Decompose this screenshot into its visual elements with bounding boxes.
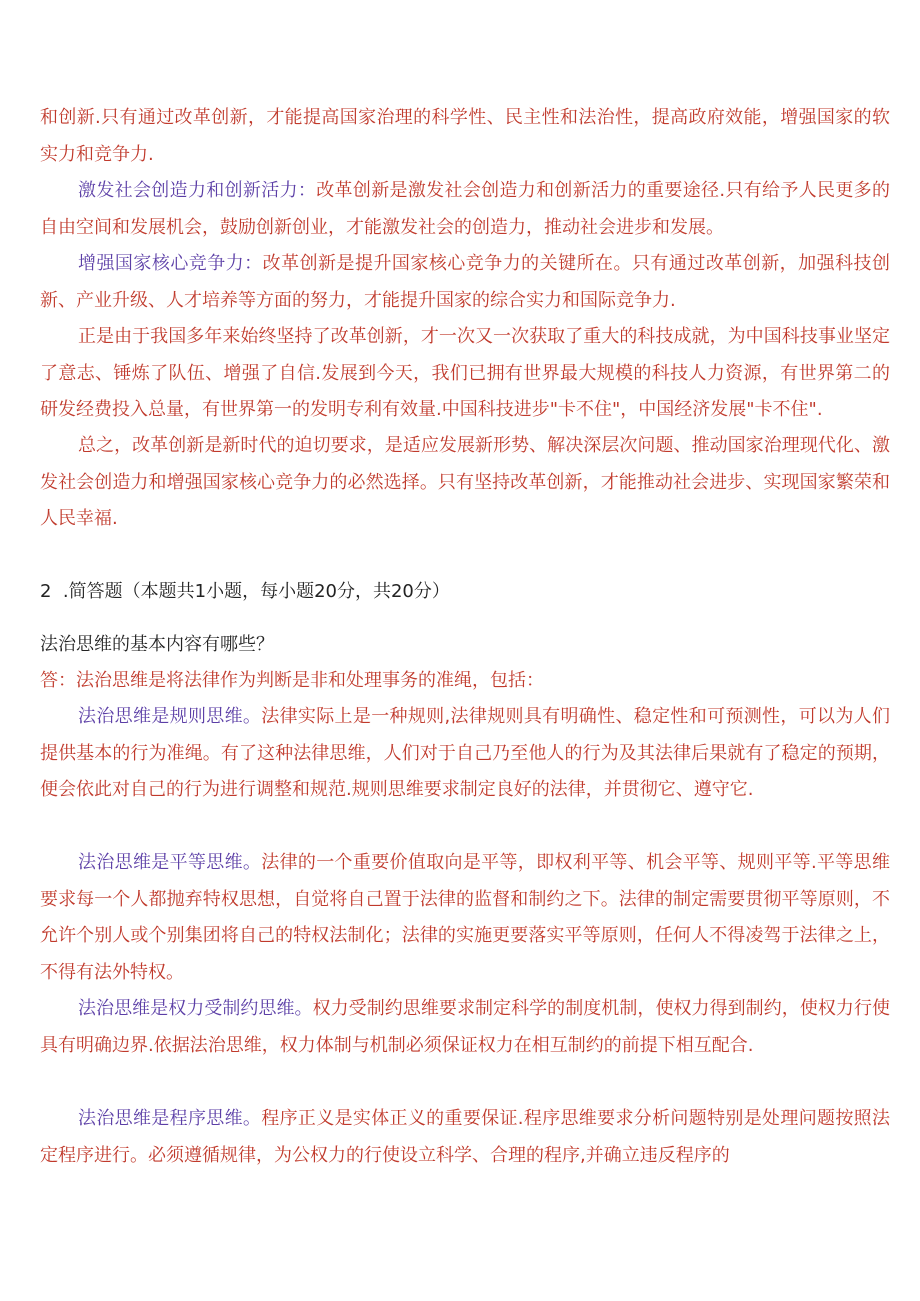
paragraph-5: [40, 428, 890, 538]
paragraph-2-lead: 激发社会创造力和创新活力：: [78, 180, 317, 201]
answer-intro-text: 答：法治思维是将法律作为判断是非和处理事务的准绳，包括：: [40, 670, 544, 691]
answer-point-2-lead: 法治思维是平等思维。: [78, 852, 262, 873]
section-number: 2: [40, 581, 52, 602]
answer-point-3: [40, 991, 890, 1064]
answer-point-4-lead: 法治思维是程序思维。: [78, 1108, 262, 1129]
paragraph-5-text: 总之，改革创新是新时代的迫切要求，是适应发展新形势、解决深层次问题、推动国家治理现代化、激发社会创造力和增强国家核心竞争力的必然选择。只有坚持改革创新，才能推动社会进步、实现国家繁荣和人民幸福.: [40, 435, 890, 529]
paragraph-3-text: 改革创新是提升国家核心竞争力的关键所在。只有通过改革创新，加强科技创新、产业升级、人才培养等方面的努力，才能提升国家的综合实力和国际竞争力.: [40, 253, 891, 311]
section-heading: [40, 574, 890, 611]
answer-point-3-text: 权力受制约思维要求制定科学的制度机制，使权力得到制约，使权力行使具有明确边界.依据法治思维，权力体制与机制必须保证权力在相互制约的前提下相互配合.: [40, 998, 890, 1056]
section-title: .简答题（本题共1小题，每小题20分，共20分）: [62, 581, 450, 602]
answer-point-4: [40, 1101, 890, 1174]
paragraph-3-lead: 增强国家核心竞争力：: [78, 253, 263, 274]
answer-point-1: [40, 699, 890, 809]
paragraph-2: [40, 173, 890, 246]
answer-point-2: [40, 845, 890, 991]
paragraph-1-text: 和创新.只有通过改革创新，才能提高国家治理的科学性、民主性和法治性，提高政府效能，增强国家的软实力和竞争力.: [40, 107, 890, 165]
paragraph-4-text: 正是由于我国多年来始终坚持了改革创新，才一次又一次获取了重大的科技成就，为中国科技事业坚定了意志、锤炼了队伍、增强了自信.发展到今天，我们已拥有世界最大规模的科技人力资源，有世界第二的研发经费投入总量，有世界第一的发明专利有效量.中国科技进步"卡不住"，中国经济发展"卡不住".: [40, 326, 890, 420]
answer-point-2-text: 法律的一个重要价值取向是平等，即权利平等、机会平等、规则平等.平等思维要求每一个人都抛弃特权思想，自觉将自己置于法律的监督和制约之下。法律的制定需要贯彻平等原则，不允许个别人或个别集团将自己的特权法制化；法律的实施更要落实平等原则，任何人不得凌驾于法律之上，不得有法外特权。: [40, 852, 891, 983]
answer-point-4-text: 程序正义是实体正义的重要保证.程序思维要求分析问题特别是处理问题按照法定程序进行。必须遵循规律，为公权力的行使设立科学、合理的程序,并确立违反程序的: [40, 1108, 891, 1166]
paragraph-3: [40, 246, 890, 319]
question-label: 法治思维的基本内容有哪些？: [40, 634, 274, 655]
paragraph-2-text: 改革创新是激发社会创造力和创新活力的重要途径.只有给予人民更多的自由空间和发展机会，鼓励创新创业，才能激发社会的创造力，推动社会进步和发展。: [40, 180, 890, 238]
paragraph-4: [40, 319, 890, 429]
answer-intro: [40, 663, 890, 700]
paragraph-1: [40, 100, 890, 173]
answer-point-1-lead: 法治思维是规则思维。: [78, 706, 262, 727]
answer-point-1-text: 法律实际上是一种规则,法律规则具有明确性、稳定性和可预测性，可以为人们提供基本的行为准绳。有了这种法律思维，人们对于自己乃至他人的行为及其法律后果就有了稳定的预期，便会依此对自己的行为进行调整和规范.规则思维要求制定良好的法律，并贯彻它、遵守它.: [40, 706, 891, 800]
answer-point-3-lead: 法治思维是权力受制约思维。: [78, 998, 313, 1019]
question-text: [40, 627, 890, 664]
